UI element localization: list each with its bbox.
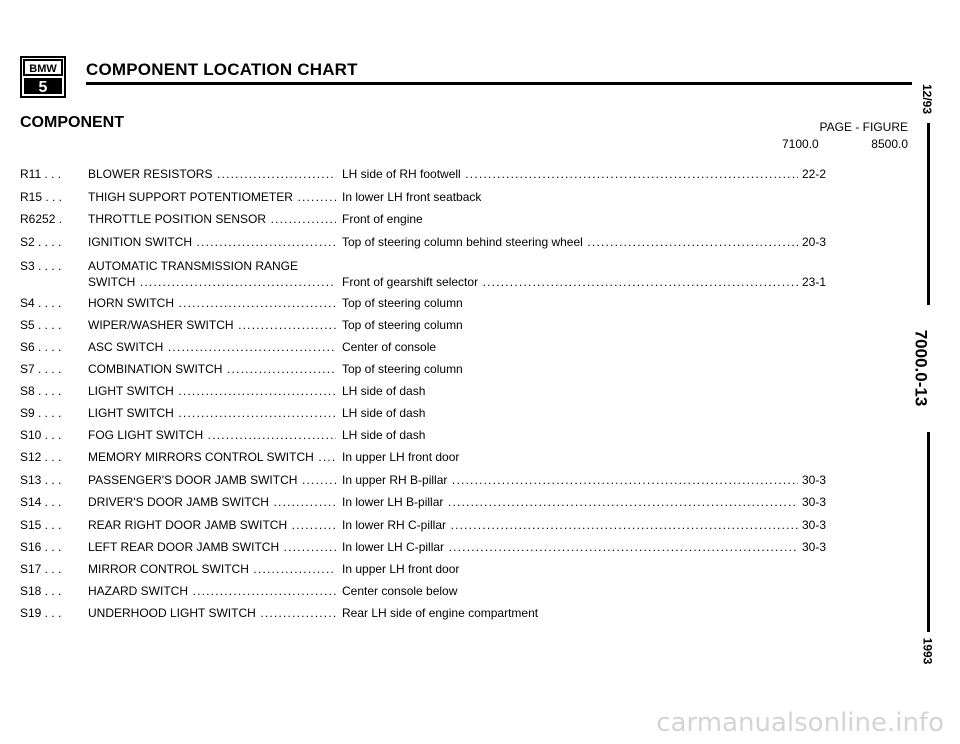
component-name-text: WIPER/WASHER SWITCH [88,318,234,332]
component-name [88,539,336,555]
component-name [88,449,336,465]
component-location [342,211,798,227]
component-location-text: Top of steering column [342,318,463,332]
component-location [342,539,798,555]
component-location-text: LH side of dash [342,428,426,442]
sidebar-date: 12/93 [920,83,935,115]
component-location-text: In upper LH front door [342,562,460,576]
component-location [342,274,798,290]
component-code: S19 . . . [20,606,62,620]
component-name-text: DRIVER'S DOOR JAMB SWITCH [88,495,269,509]
table-row [20,472,920,488]
component-page-figure: 20-3 [802,235,827,249]
component-location-text: Front of engine [342,212,423,226]
component-code: S14 . . . [20,495,62,509]
component-location [342,295,798,311]
component-location [342,605,798,621]
component-code: S6 . . . . [20,340,62,354]
component-name-text: THROTTLE POSITION SENSOR [88,212,267,226]
component-page-figure: 22-2 [802,167,827,181]
component-code: S9 . . . . [20,406,62,420]
component-location [342,166,798,182]
component-location-text: LH side of dash [342,406,426,420]
component-location [342,317,798,333]
table-row [20,517,920,533]
component-code: S17 . . . [20,562,62,576]
component-name [88,427,336,443]
table-row [20,317,920,333]
component-name [88,317,336,333]
component-code: R6252 . [20,212,63,226]
component-page-figure: 23-1 [802,275,827,289]
table-row [20,494,920,510]
component-name [88,166,336,182]
component-code: S18 . . . [20,584,62,598]
component-page-figure: 30-3 [802,473,827,487]
component-location-text: Front of gearshift selector [342,275,479,289]
component-name [88,383,336,399]
svg-text:5: 5 [38,79,48,96]
component-location [342,405,798,421]
component-location-text: In upper LH front door [342,450,460,464]
component-location [342,234,798,250]
figure-column-label: 8500.0 [871,137,908,151]
component-code: S15 . . . [20,518,62,532]
component-name-text: FOG LIGHT SWITCH [88,428,204,442]
component-name [88,211,336,227]
component-name-text: HORN SWITCH [88,296,174,310]
component-location-text: LH side of RH footwell [342,167,461,181]
sidebar-rule-bottom [927,432,930,632]
component-location-text: Top of steering column behind steering wheel [342,235,583,249]
component-name-text: HAZARD SWITCH [88,584,188,598]
table-row [20,339,920,355]
component-name [88,405,336,421]
bmw-5-series-logo [20,56,66,98]
component-location [342,427,798,443]
component-name [88,583,336,599]
component-name-text: REAR RIGHT DOOR JAMB SWITCH [88,518,288,532]
svg-text:BMW: BMW [29,63,57,75]
component-name-text: MEMORY MIRRORS CONTROL SWITCH [88,450,314,464]
component-name-text: LIGHT SWITCH [88,384,174,398]
component-location [342,561,798,577]
table-row [20,605,920,621]
component-name [88,295,336,311]
component-name [88,517,336,533]
table-row [20,258,920,290]
component-name-text: LEFT REAR DOOR JAMB SWITCH [88,540,280,554]
component-code: S5 . . . . [20,318,62,332]
component-location-text: Center console below [342,584,458,598]
component-page-figure: 30-3 [802,540,827,554]
component-name [88,234,336,250]
component-code: R11 . . . [20,167,62,181]
page-title: COMPONENT LOCATION CHART [86,60,358,79]
component-name-text: MIRROR CONTROL SWITCH [88,562,249,576]
component-name [88,189,336,205]
component-location [342,383,798,399]
component-location [342,517,798,533]
table-row [20,166,920,182]
component-name-line1: AUTOMATIC TRANSMISSION RANGE [88,259,299,273]
page-figure-header [782,119,908,153]
component-name-text: IGNITION SWITCH [88,235,192,249]
component-page-figure: 30-3 [802,495,827,509]
component-location [342,472,798,488]
component-name-text: LIGHT SWITCH [88,406,174,420]
component-location-text: In lower RH C-pillar [342,518,447,532]
component-name [88,274,336,290]
component-code: S16 . . . [20,540,62,554]
component-name [88,472,336,488]
component-location [342,494,798,510]
table-row [20,449,920,465]
component-location-text: Rear LH side of engine compartment [342,606,539,620]
component-location-text: LH side of dash [342,384,426,398]
table-row [20,189,920,205]
component-location [342,339,798,355]
sidebar-section-code: 7000.0-13 [911,329,931,407]
table-row [20,539,920,555]
component-page-figure: 30-3 [802,518,827,532]
component-code: S3 . . . . [20,259,62,273]
component-name-text: PASSENGER'S DOOR JAMB SWITCH [88,473,298,487]
component-location-text: In lower LH B-pillar [342,495,444,509]
table-row [20,583,920,599]
component-code: R15 . . . [20,190,63,204]
component-name-text: THIGH SUPPORT POTENTIOMETER [88,190,293,204]
component-name [88,561,336,577]
component-code: S4 . . . . [20,296,62,310]
component-code: S12 . . . [20,450,62,464]
component-name-text: UNDERHOOD LIGHT SWITCH [88,606,256,620]
component-location [342,189,798,205]
component-heading: COMPONENT [20,114,124,131]
table-row [20,561,920,577]
component-name-text: COMBINATION SWITCH [88,362,223,376]
component-code: S13 . . . [20,473,62,487]
component-name-text: BLOWER RESISTORS [88,167,213,181]
page-column-label: 7100.0 [782,137,819,151]
component-code: S8 . . . . [20,384,62,398]
component-location-text: Center of console [342,340,437,354]
table-row [20,295,920,311]
component-code: S7 . . . . [20,362,62,376]
component-name [88,361,336,377]
component-location-text: In upper RH B-pillar [342,473,448,487]
title-rule [86,82,912,85]
component-name [88,339,336,355]
table-row [20,427,920,443]
component-location [342,361,798,377]
component-code: S2 . . . . [20,235,62,249]
component-name-text: SWITCH [88,275,136,289]
component-location [342,449,798,465]
component-location-text: Top of steering column [342,362,463,376]
component-location [342,583,798,599]
page-figure-label: PAGE - FIGURE [819,120,908,134]
table-row [20,234,920,250]
component-location-text: In lower LH C-pillar [342,540,445,554]
watermark: carmanualsonline.info [656,708,944,738]
sidebar-year: 1993 [920,637,935,665]
component-name-text: ASC SWITCH [88,340,164,354]
component-code: S10 . . . [20,428,62,442]
table-row [20,211,920,227]
table-row [20,383,920,399]
component-name [88,605,336,621]
component-location-text: In lower LH front seatback [342,190,482,204]
table-row [20,405,920,421]
component-name [88,494,336,510]
sidebar-rule-top [927,123,930,305]
component-location-text: Top of steering column [342,296,463,310]
table-row [20,361,920,377]
